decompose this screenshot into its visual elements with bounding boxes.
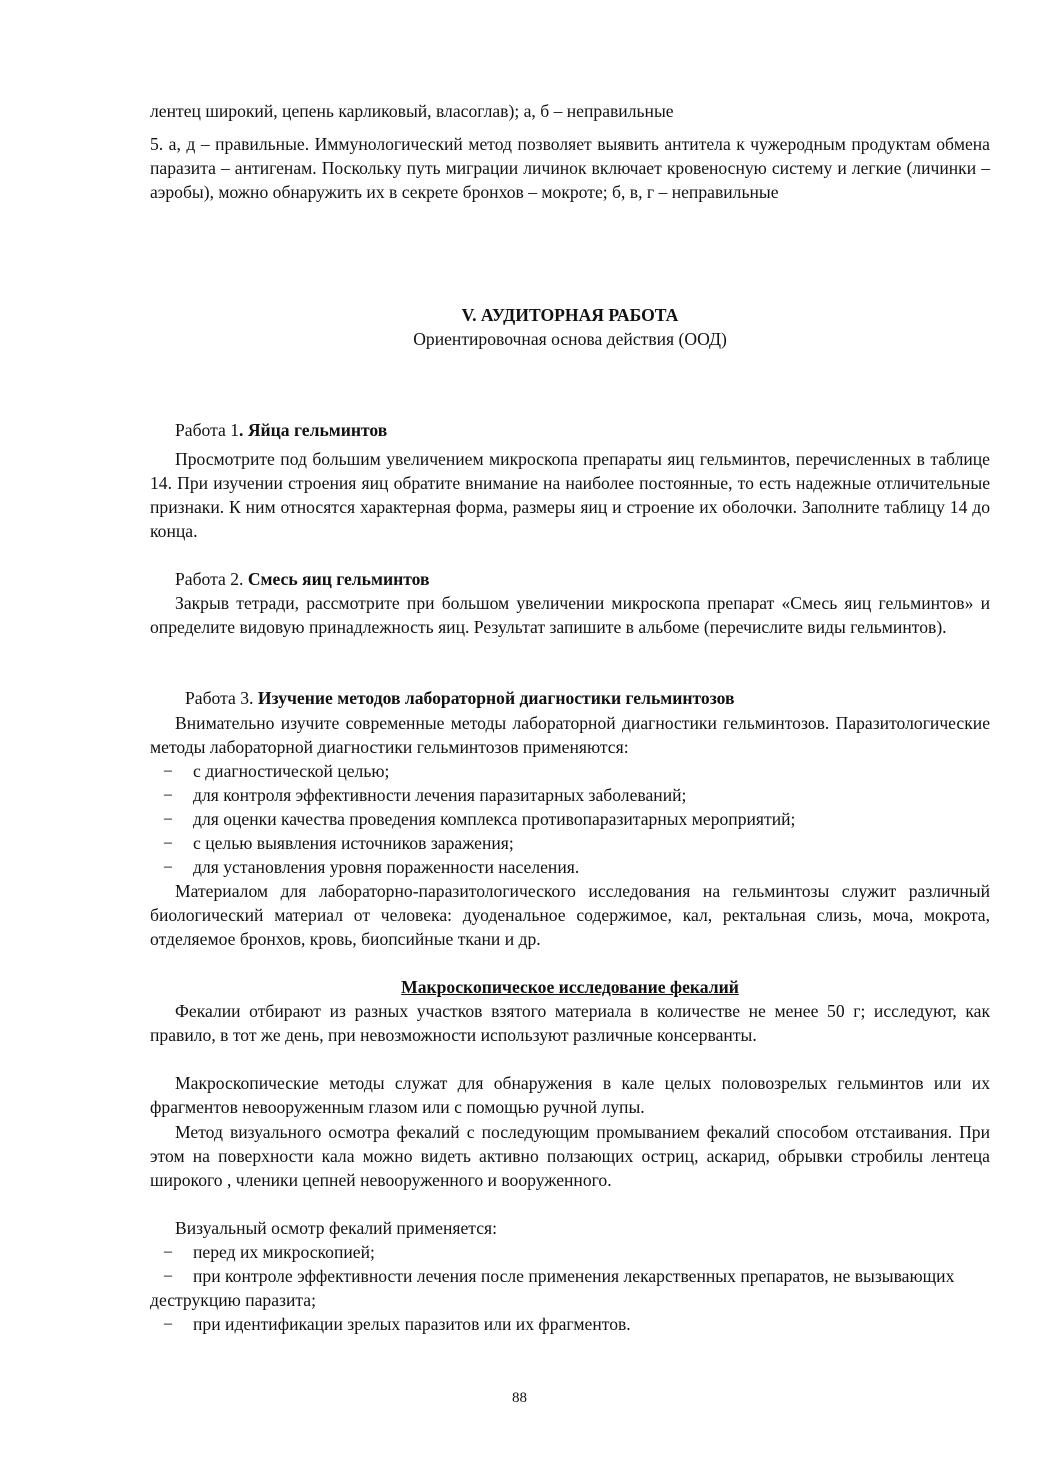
work1-heading xyxy=(150,418,990,442)
bullet-dash: − xyxy=(163,1242,173,1262)
list-item xyxy=(163,783,990,807)
bullet-dash: − xyxy=(163,833,173,853)
macro-paragraph-1: Фекалии отбирают из разных участков взятого материала в количестве не менее 50 г; исследуют, как правило, в тот же день, при невозможности используют различные консерванты. xyxy=(150,1001,990,1045)
list-item-text: при контроле эффективности лечения после применения лекарственных препаратов, не вызывающих деструкцию паразита; xyxy=(150,1266,955,1310)
macro-paragraph-3: Метод визуального осмотра фекалий с последующим промыванием фекалий способом отстаивания. При этом на поверхности кала можно видеть активно ползающих остриц, аскарид, обрывки стробилы лентеца широкого , членики цепней невооруженного и вооруженного. xyxy=(150,1122,990,1190)
work3-material-text: Материалом для лабораторно-паразитологического исследования на гельминтозы служит различный биологический материал от человека: дуоденальное содержимое, кал, ректальная слизь, моча, мокрота, отделяемое бронхов, кровь, биопсийные ткани и др. xyxy=(150,881,990,949)
bullet-dash: − xyxy=(163,1314,173,1334)
work3-heading xyxy=(150,686,990,710)
bullet-dash: − xyxy=(163,857,173,877)
work1-title: . Яйца гельминтов xyxy=(239,420,388,440)
section-subtitle: Ориентировочная основа действия (ООД) xyxy=(413,329,727,349)
bullet-dash: − xyxy=(163,785,173,805)
work3-text: Внимательно изучите современные методы лабораторной диагностики гельминтозов. Паразитологические методы лабораторной диагностики гельминтозов применяются: xyxy=(150,713,990,757)
list-item-text: для контроля эффективности лечения паразитарных заболеваний; xyxy=(193,785,687,805)
work3-prefix: Работа 3. xyxy=(185,688,258,708)
list-item xyxy=(163,1312,990,1336)
list-item xyxy=(150,1264,990,1312)
list-item-text: с целью выявления источников заражения; xyxy=(193,833,514,853)
bullet-dash: − xyxy=(163,1266,173,1286)
list-item-text: для оценки качества проведения комплекса противопаразитарных мероприятий; xyxy=(193,809,796,829)
work1-text: Просмотрите под большим увеличением микроскопа препараты яиц гельминтов, перечисленных в таблице 14. При изучении строения яиц обратите внимание на наиболее постоянные, то есть надежные отличительные признаки. К ним относятся характерная форма, размеры яиц и строение их оболочки. Заполните таблицу 14 до конца. xyxy=(150,449,990,541)
macro-paragraph-4: Визуальный осмотр фекалий применяется: xyxy=(175,1218,497,1238)
answer-item-5: 5. а, д – правильные. Иммунологический метод позволяет выявить антитела к чужеродным продуктам обмена паразита – антигенам. Поскольку путь миграции личинок включает кровеносную систему и легкие (личинки – аэробы), можно обнаружить их в секрете бронхов – мокроте; б, в, г – неправильные xyxy=(150,134,990,202)
work2-prefix: Работа 2. xyxy=(175,569,248,589)
work2-heading xyxy=(150,567,990,591)
work2-text: Закрыв тетради, рассмотрите при большом увеличении микроскопа препарат «Смесь яиц гельминтов» и определите видовую принадлежность яиц. Результат запишите в альбоме (перечислите виды гельминтов). xyxy=(150,593,990,637)
intro-line: лентец широкий, цепень карликовый, власоглав); а, б – неправильные xyxy=(150,101,674,121)
list-item xyxy=(163,759,990,783)
list-item-text: перед их микроскопией; xyxy=(193,1242,375,1262)
list-item xyxy=(163,807,990,831)
work3-title: Изучение методов лабораторной диагностики гельминтозов xyxy=(257,688,735,708)
bullet-dash: − xyxy=(163,809,173,829)
page-number: 88 xyxy=(512,1390,527,1406)
list-item xyxy=(163,855,990,879)
list-item xyxy=(163,1240,990,1264)
list-item xyxy=(163,831,990,855)
macro-heading: Макроскопическое исследование фекалий xyxy=(401,977,739,997)
work1-prefix: Работа 1 xyxy=(175,420,240,440)
bullet-dash: − xyxy=(163,761,173,781)
macro-paragraph-2: Макроскопические методы служат для обнаружения в кале целых половозрелых гельминтов или их фрагментов невооруженным глазом или с помощью ручной лупы. xyxy=(150,1073,990,1117)
list-item-text: для установления уровня пораженности населения. xyxy=(193,857,580,877)
section-title: V. АУДИТОРНАЯ РАБОТА xyxy=(461,305,679,325)
list-item-text: с диагностической целью; xyxy=(193,761,390,781)
list-item-text: при идентификации зрелых паразитов или их фрагментов. xyxy=(193,1314,631,1334)
work2-title: Смесь яиц гельминтов xyxy=(247,569,430,589)
